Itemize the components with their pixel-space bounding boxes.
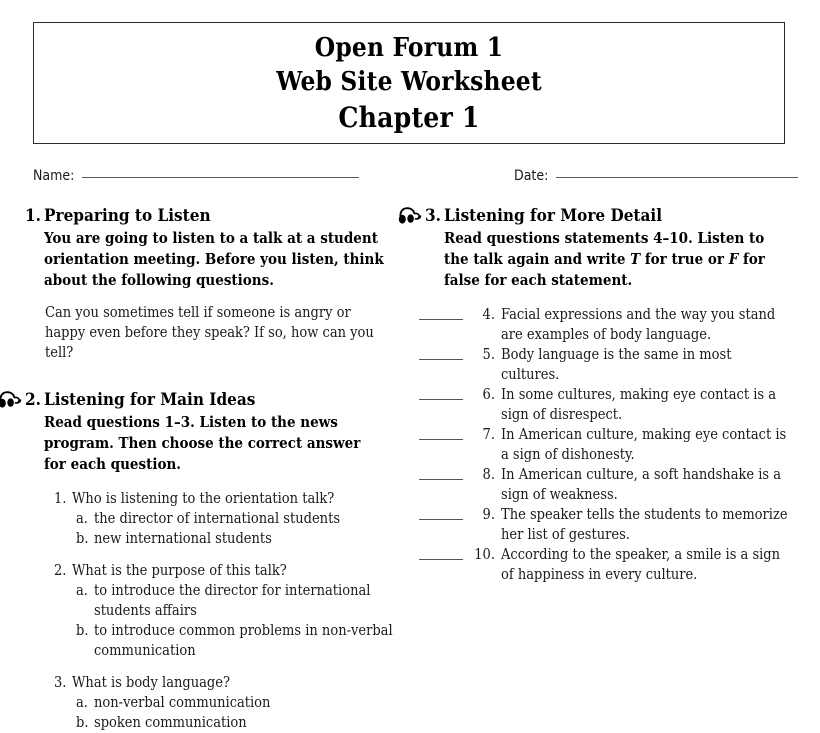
title-line-course: Open Forum 1 [314,33,504,63]
section-2-instructions: Read questions 1–3. Listen to the news program. Then choose the correct answer for each question. [44,413,361,473]
option-text: to introduce the director for international students affairs [94,583,371,619]
answer-blank[interactable] [417,305,463,322]
true-false-row[interactable] [417,385,792,425]
option-letter: a. [76,695,88,711]
section-1-instructions: You are going to listen to a talk at a student orientation meeting. Before you listen, think about the following questions. [44,229,384,289]
question-2-text: What is the purpose of this talk? [72,563,287,579]
headphones-icon [0,390,24,410]
answer-blank[interactable] [417,505,463,522]
date-field-group[interactable] [514,168,798,184]
question-3-option-a[interactable] [76,693,394,713]
section-preparing-to-listen [25,205,410,363]
option-text: the director of international students [94,511,341,527]
name-label: Name: [33,168,75,184]
true-false-row[interactable] [417,345,792,385]
section-3-instructions-part3: for false for each statement. [444,250,765,289]
false-letter: F [728,250,739,268]
question-3-stem [54,673,394,693]
title-stack [34,31,784,137]
question-1-stem [54,489,394,509]
name-input-rule[interactable] [82,177,359,178]
statement-text: In American culture, a soft handshake is a sign of weakness. [501,467,782,503]
statement-number: 9. [482,507,495,523]
question-2-option-a[interactable] [76,581,394,621]
right-column [395,205,795,585]
true-false-list [417,305,792,585]
question-2 [54,561,394,661]
question-1-option-a[interactable] [76,509,394,529]
section-listening-for-main-ideas [25,389,410,733]
date-label: Date: [514,168,549,184]
section-1-prompt: Can you sometimes tell if someone is angry or happy even before they speak? If so, how can you tell? [45,305,374,361]
answer-blank[interactable] [417,545,463,562]
section-2-heading [25,389,410,411]
statement-text: The speaker tells the students to memorize her list of gestures. [501,507,788,543]
statement-text: In some cultures, making eye contact is a sign of disrespect. [501,387,777,423]
section-3-instructions-part1: Read questions statements 4–10. Listen to the talk again and write [444,229,765,268]
option-letter: a. [76,583,88,599]
date-input-rule[interactable] [556,177,798,178]
statement-number: 8. [482,467,495,483]
section-2-title: Listening for Main Ideas [44,390,256,410]
statement-text: According to the speaker, a smile is a sign of happiness in every culture. [501,547,781,583]
section-3-number: 3. [425,206,441,226]
question-1-number: 1. [54,491,67,507]
statement-text: Body language is the same in most cultures. [501,347,732,383]
title-line-worksheet: Web Site Worksheet [276,67,542,97]
option-text: spoken communication [94,715,247,731]
section-3-heading [425,205,795,227]
option-text: non-verbal communication [94,695,271,711]
section-1-title: Preparing to Listen [44,206,211,226]
true-false-row[interactable] [417,545,792,585]
section-listening-for-more-detail [425,205,795,585]
worksheet-title-box [33,22,785,144]
section-3-title: Listening for More Detail [444,206,663,226]
question-3-number: 3. [54,675,67,691]
true-false-row[interactable] [417,305,792,345]
name-date-row [33,168,785,192]
left-column [25,205,410,733]
title-line-chapter: Chapter 1 [338,101,480,134]
option-letter: a. [76,511,88,527]
question-3-option-b[interactable] [76,713,394,733]
statement-number: 7. [482,427,495,443]
section-1-number: 1. [25,206,41,226]
option-text: to introduce common problems in non-verbal communication [94,623,393,659]
statement-number: 6. [482,387,495,403]
answer-blank[interactable] [417,425,463,442]
section-2-number: 2. [25,390,41,410]
statement-number: 5. [482,347,495,363]
section-3-instructions [444,228,774,291]
section-3-instructions-part2: for true or [640,250,729,268]
question-2-number: 2. [54,563,67,579]
true-false-row[interactable] [417,465,792,505]
question-3-text: What is body language? [72,675,230,691]
true-false-row[interactable] [417,505,792,545]
answer-blank[interactable] [417,465,463,482]
question-3 [54,673,394,733]
true-false-row[interactable] [417,425,792,465]
option-letter: b. [76,715,89,731]
statement-text: In American culture, making eye contact is a sign of dishonesty. [501,427,787,463]
question-1-option-b[interactable] [76,529,394,549]
true-letter: T [630,250,641,268]
answer-blank[interactable] [417,345,463,362]
headphones-icon [398,206,424,226]
statement-number: 4. [482,307,495,323]
question-2-stem [54,561,394,581]
statement-text: Facial expressions and the way you stand are examples of body language. [501,307,776,343]
option-text: new international students [94,531,272,547]
option-letter: b. [76,531,89,547]
statement-number: 10. [474,547,495,563]
question-1 [54,489,394,549]
name-field-group[interactable] [33,168,359,184]
option-letter: b. [76,623,89,639]
question-1-text: Who is listening to the orientation talk? [72,491,335,507]
question-2-option-b[interactable] [76,621,394,661]
answer-blank[interactable] [417,385,463,402]
section-1-heading [25,205,410,227]
